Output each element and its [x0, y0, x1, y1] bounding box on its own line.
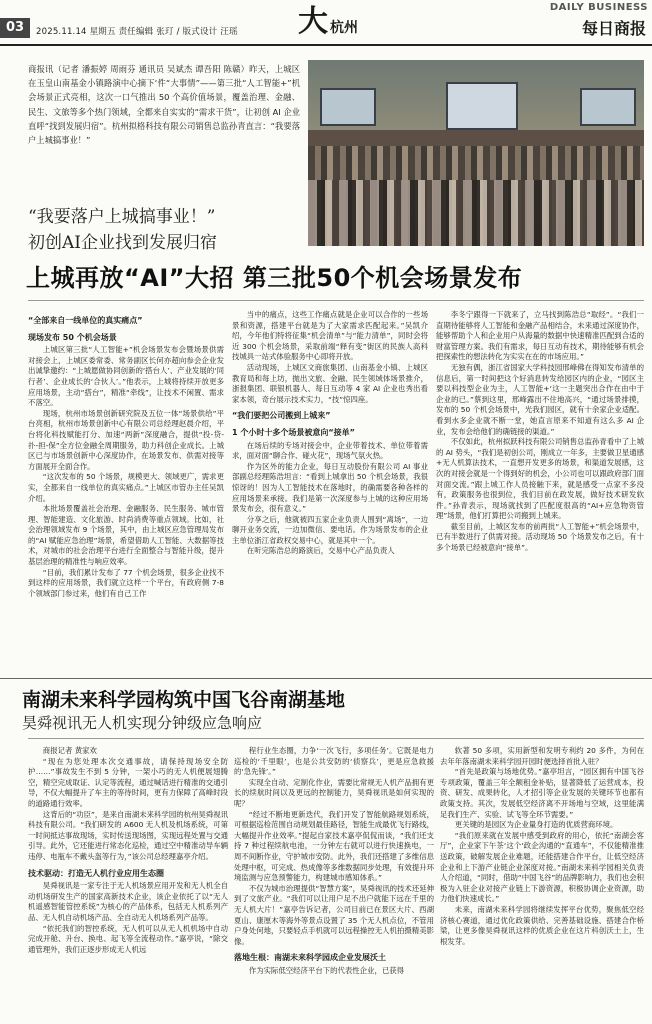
section-heading: “全部来自一线单位的真实痛点”	[28, 316, 143, 325]
paragraph: 截至目前，上城区发布的前两批“人工智能+”机会场景中，已有半数进行了供需对接。活动现场 50 个场景发布之后，有十多个场景已经被意向“接单”。	[436, 521, 644, 553]
paragraph: 商报记者 黄家欢	[42, 746, 97, 755]
screen-center	[446, 82, 518, 130]
paragraph: “经过不断地更新迭代，我们开发了智能航路规划系统，可根据巡检范围自动规划最佳路径，智能生成最优飞行路线，大幅提升作业效率。”提起自家技术嘉亭侃侃而谈，“我们还支持 7 种过程续航电池，一分钟左右就可以进行快速换电，一周不间断作业，守护城市安防。此外，我们还搭建了多维信息处理中枢，可完成、热成像等多维数据同步处理，有效提升环境监测与应急预警能力，构建城市感知体系。”	[234, 809, 434, 883]
paragraph: 昊舜视讯是一家专注于无人机场景应用开发和无人机全自动机场研发生产的国家高新技术企业，该企业依托了以“无人机遥感智能管控系统”为核心的产品体系，包括无人机系列产品、无人机自动机场产品、全自动无人机场系列产品等。	[28, 881, 228, 922]
paragraph: 不仅为城市治理提供“智慧方案”，昊舜视讯的技术还延伸到了文旅产业。“我们可以让用户足不出户就能下远在千里的无人机大片！”嘉亭告诉记者，公司目前已在景区大片、西湖夏山、康厘木等海外等景点设置了 35 个无人机点位，不管用户身处何地，只要轻点手机就可以远程操控无人机拍摄精美影像。	[234, 883, 434, 946]
story2-column-3	[440, 746, 644, 1022]
paragraph: 当中的痛点，这些工作痛点就是企业可以合作的一些场景和资源，搭建平台就是为了大家需求匹配起来。”吴凯介绍，今年他们特将征集“机会清单”与“能力清单”，同时会将近 300 个机会场景，采取前端“释有变”街区的民族人高科技城具一站式体验服务中心即将开放。	[232, 310, 428, 362]
issue-meta: 2025.11.14 星期五 责任编辑 张玎 / 版式设计 汪瑶	[36, 27, 238, 37]
story1-headline: 上城再放“AI”大招 第三批50个机会场景发布	[26, 264, 523, 292]
story-divider	[0, 678, 652, 679]
section-heading: 现场发布 50 个机会场景	[28, 332, 117, 342]
story1-column-1	[28, 310, 224, 670]
story1-column-3	[436, 310, 644, 670]
paragraph: 上城区第三批“人工智能+”机会场景发布会暨场景供需对接会上，上城区委常委、常务副区长何亦超向参会企业发出诚挚邀约：“上城愿做协同创新的‘搭台人’、产业发展的‘同行者’、企业成长的‘合伙人’。”他表示，上城将持续开放更多应用场景，主动“搭台”，精准“牵线”，让技术不闲置、需求不落空。	[28, 345, 224, 408]
paragraph: “首先是政策与场地优势。”嘉亭坦言，“园区拥有中国飞谷专项政策，覆盖三年全额租金补贴，显著降低了运营成本，投资、研发、成果转化，人才招引等企业发展的关键环节也都有政策支持。其次，发展低空经济离不开场地与空域，这里能满足我们生产、实验、试飞等全环节需要。”	[440, 767, 644, 819]
section-heading: 技术驱动：打造无人机行业应用生态圈	[28, 868, 164, 878]
paragraph: 实现全自动、定制化作业，需要比常规无人机产品拥有更长的续航时间以及更远的控制能力，昊舜视讯是如何实现的呢？	[234, 777, 434, 808]
story2-subtitle: 昊舜视讯无人机实现分钟级应急响应	[22, 714, 263, 732]
story1-rule	[28, 300, 644, 301]
story2-column-2	[234, 746, 434, 1022]
paragraph: 更关键的是园区为企业量身打造的优质营商环境。	[454, 820, 618, 830]
paper-name-en: DAILY BUSINESS	[549, 2, 648, 13]
paragraph: 李冬宁跟得一下就来了，立马找到陈浩总“取经”。“我们一直期待能够将人工智能和金融产品相结合，未来通过深度协作，能够帮助个人和企业用户从海量的数据中快速精准匹配到合适的财富管理方案。我们有需求，每日互动有技术，期待能够有机会把探索性的想法转化为实实在在的市场应用。”	[436, 310, 644, 362]
paragraph: “依托我们的智控系统，无人机可以从无人机机场中自动完成开舱、升台、换电、起飞等全流程动作。”嘉亭说，“除交通管理外，我们正逐步形成无人机远	[28, 923, 228, 954]
section-heading: “我们要把公司搬到上城来”	[232, 411, 331, 421]
paragraph: 分享之后，他就被四五家企业负责人围到“离场”，一边聊开业务交流，一边加微信、要电话。作为场景发布的企业主单位浙江省政权交易中心，就是其中一个。	[232, 514, 428, 545]
paragraph: 在听完陈浩总的路演后，交易中心产品负责人	[246, 546, 395, 556]
story2-headline: 南湖未来科学园构筑中国飞谷南湖基地	[22, 689, 346, 711]
paragraph: 在场后续的专场对接会中，企业带着技术、单位带着需求，面对面“聊合作、碰火花”，现场气氛火热。	[232, 440, 428, 461]
paragraph: 不仅如此，杭州拟跃科技有限公司销售总监孙青看中了上城的 AI 势头，“我们是初创公司，刚成立一年多，主要做卫星通感+无人机算法技术，一直想开发更多的场景，和渠道发展感，这次的对接会就是一个得到好的机会，小公司也可以跟政府部门面对面交流。”跟上城工作人员接触下来，就是感受一点家不多没有，政策服务也很到位，我们目前在政发展，做好技术研发软件。”孙青表示，现场就找到了匹配度很高的“AI+应急物资管理”场景，他们打算把公司搬到上城来。	[436, 437, 644, 521]
screen-left	[320, 88, 376, 126]
story1-lead: 商报讯（记者 潘振婷 周雨芬 通讯员 吴斌杰 谭吾阳 陈赣）昨天，上城区在玉皇山南基金小镇路演中心摘下‘件“大事情”——第三批“人工智能+”机会场景正式亮相，这次一口气推出 50 个高价值场景，覆盖治理、金融、民生、文旅等多个热门领域，全都来自实实的“需求干货”，让初创 AI 企业直呼“找到发展归宿”。杭州拟格科技有限公司销售总监孙青直言：“我要落户上城搞事业！”	[28, 64, 300, 146]
audience-front	[308, 180, 644, 246]
story1-subtitle-1: “我要落户上城搞事业！”	[28, 207, 216, 227]
section-heading: 1 个小时十多个场景被意向“接单”	[232, 427, 355, 437]
paragraph: 活动现场，上城区文商旅集团、山南基金小镇、上城区教育局和每上坊，抛出文旅、金融、民生领域体场景推介，浙报集团、联银机器人、每日互动等 4 家 AI 企业也秀出看家本领，奇台展示技术实力，“技”惊四座。	[232, 362, 428, 404]
story2-column-1	[28, 746, 228, 1022]
story1-column-2	[232, 310, 428, 670]
paragraph: “现在为您处理本次交通事故，请保持现场安全防护……”事故发生不到 5 分钟，一架小巧的无人机便展翅腾空，精空完成取证、认定等流程，通过喊话进行精准的交通引导，不仅大幅提升了车主的等待时间，更有力保障了高峰时段的道路通行效率。	[28, 756, 228, 808]
paper-name-cn: 每日商报	[581, 19, 646, 38]
masthead-big-char: 大	[298, 4, 328, 39]
story1-subtitle-2: 初创AI企业找到发展归宿	[28, 233, 217, 253]
screen-right	[580, 88, 636, 126]
paragraph: 现场，杭州市场景创新研究院及五位一体“场景供给”平台亮相，杭州市场景创新中心有限公司总经理赵晨介绍，平台将化科技赋能打分、加速“两新”深度融合，提供“投-贷-扑-担-保”全方位金融全周期服务，助力科创企业成长。上城区已与市场景创新中心深度协作，在场景发布、供需对接等方面展开全面合作。	[28, 408, 224, 471]
paragraph: 软著 50 多项，实用新型和发明专利约 20 多件，为何在去年年落南湖未来科学园开园时便选择首批入驻？	[440, 746, 644, 766]
page-number: 03	[0, 18, 30, 38]
paragraph: 本批场景覆盖社会治理、金融服务、民生服务、城市管理、智能建造、文化旅游、时尚消费等重点领域。比如，社会治理领域发布 9 个场景，其中，由上城区应急管理局发布的“AI 赋能应急治理”场景，希望借助人工智能、大数据等技术，对城市的社会治理平台进行全面整合与智能升级，提升基层治理的精准性与响应效率。	[28, 504, 224, 567]
section-heading: 落地生根：南湖未来科学园成企业发展沃土	[234, 953, 386, 963]
paragraph: 作为实际低空经济平台下的代表性企业，已获得	[248, 965, 405, 975]
paragraph: “这次发布的 50 个场景，规模更大、领域更广，需求更实，全都来自一线单位的真实痛点。”上城区市管办主任吴凯介绍。	[28, 472, 224, 503]
page-header	[0, 0, 652, 46]
stage	[308, 130, 644, 146]
story2-rule	[28, 738, 644, 739]
paragraph: “我们原来就在发展中感受到政府的用心，依托“南湖会客厅”，企业家下午茶‘这个‘政企沟通的“直通车”，不仅能精准推送政策，破解发展企业难题，还能搭建合作平台，让低空经济企业和上下游产业链企业深度对接。”南湖未来科学园相关负责人介绍道，“同时，借助“中国飞谷”的品牌影响力，我们也会积极为入驻企业对接产业链上下游资源，积极协调企业资源，助力他们快速成长。”	[440, 830, 644, 904]
paragraph: 作为区外的能力企业，每日互动股份有限公司 AI 事业部副总经理陈浩坦言：“看到上城拿出 50 个机会场景，我很惊讶的！因为人工智能技术在落地时，的确需要各种各样的应用场景来承接。我们是第一次深度参与上城的这种应用场景发布会，很有意义。”	[232, 461, 428, 514]
paragraph: 程行业生态圈，力争‘一次飞行，多项任务’。它既是电力巡检的‘千里眼’，也是公共安防的‘侦察兵’，更是应急救援的‘急先锋’。”	[234, 746, 434, 777]
paragraph: 未来，南湖未来科学园将继续发挥平台优势，聚焦低空经济核心赛道，通过优化政策供给、完善基础设施、搭建合作桥梁，让更多像昊舜视讯这样的优质企业在这片科创沃土上，生根发芽。	[440, 904, 644, 946]
paragraph: “目前，我们累计发布了 77 个机会场景，很多企业找不到这样的应用场景，我们就立这样一个平台，有政府侧 7-8 个领域部门参过来，他们有自己工作	[28, 567, 224, 598]
paragraph: 这背后的“功臣”，是来自南湖未来科学园的杭州昊舜视讯科技有限公司。“我们研发的 A600 无人机及机场系统，可第一时间抵达事故现场，实时传送现场图，实现远程处置与交通引导。此外，它还能进行常态化巡检，通过空中精准动导车辆违停、电瓶车不戴头盔等行为，”该公司总经理嘉亭介绍。	[28, 809, 228, 861]
header-rule	[0, 44, 652, 46]
paragraph: 无独有偶，浙江省国家大学科技园邢峰佛在得知发布清单的信息后，第一时间把这个好消息转发给园区内的企业，“园区主要以科技型企业为主，人工智能+‘这一主题突出合作在由中于企业的已。”蔡到这里，邢峰露出不住地高兴，“通过场景排摸，发布的 50 个机会场景中，光我们园区，就有十余家企业适配。看到水多企业就不断一堂，她直言原来不知道有这么多 AI 企业，发布会给他们的确链接的渠道。”	[436, 362, 644, 436]
masthead-city: 杭州	[330, 20, 358, 36]
conference-photo	[308, 60, 644, 246]
